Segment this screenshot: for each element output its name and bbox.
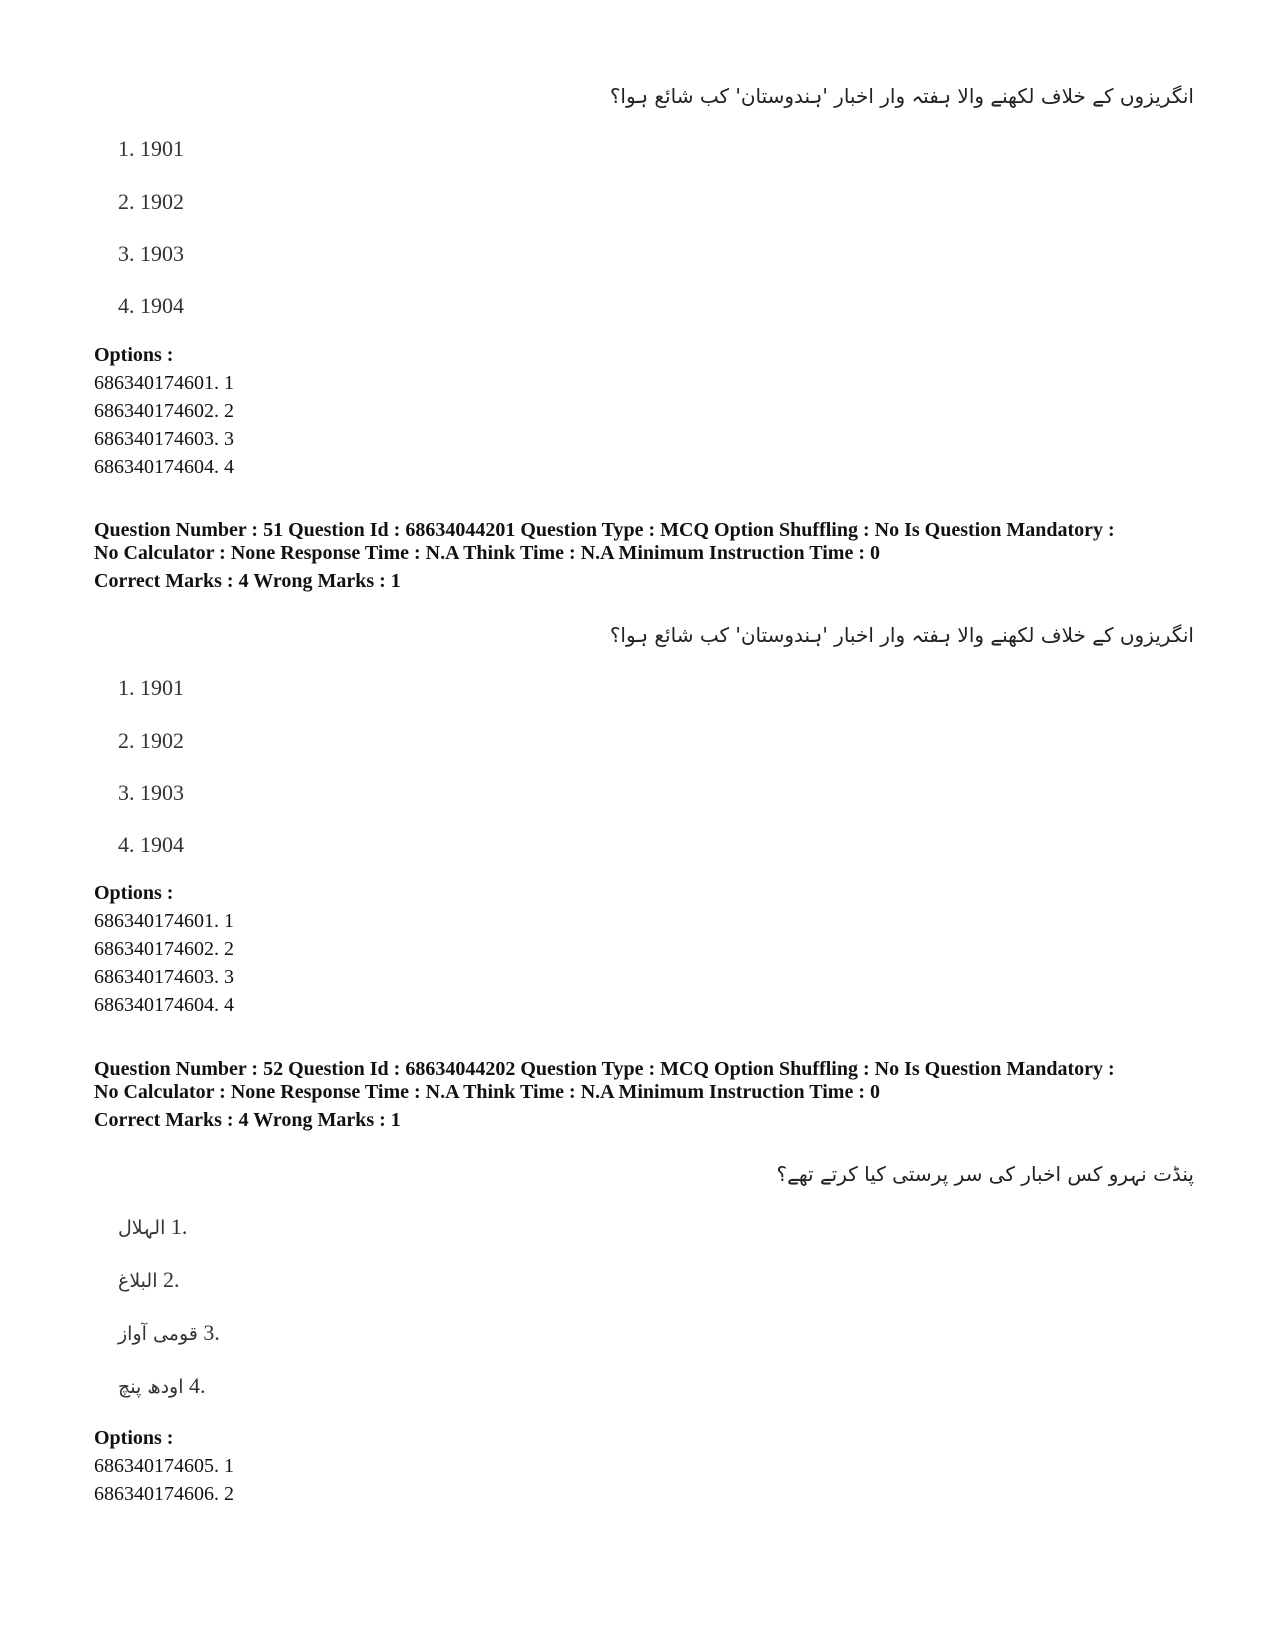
- question-meta-line-1: Question Number : 51 Question Id : 68634044201 Question Type : MCQ Option Shuffling : No Is Question Mandatory :: [94, 519, 1115, 541]
- choice-number: 4.: [189, 1373, 206, 1398]
- options-label: Options :: [94, 882, 174, 904]
- choice-1: [118, 1214, 187, 1240]
- question-text: انگریزوں کے خلاف لکھنے والا ہفتہ وار اخبار 'ہندوستان' کب شائع ہوا؟: [609, 84, 1194, 108]
- choice-4: [118, 1373, 206, 1399]
- option-id-line: 686340174603. 3: [94, 966, 234, 988]
- question-text: انگریزوں کے خلاف لکھنے والا ہفتہ وار اخبار 'ہندوستان' کب شائع ہوا؟: [609, 623, 1194, 647]
- choice-value: 1901: [140, 136, 184, 161]
- choice-number: 2.: [162, 1267, 180, 1292]
- choice-value: 1902: [140, 728, 184, 753]
- choice-number: 4.: [118, 293, 135, 318]
- choice-value: 1901: [140, 675, 184, 700]
- option-id-line: 686340174601. 1: [94, 372, 234, 394]
- choice-4: [118, 293, 184, 319]
- choice-value: اودھ پنچ: [118, 1376, 184, 1398]
- choice-value: 1904: [140, 832, 184, 857]
- choice-2: [118, 728, 184, 754]
- choice-number: 1.: [170, 1214, 188, 1239]
- choice-3: [118, 1320, 220, 1346]
- options-label: Options :: [94, 1427, 174, 1449]
- option-id-line: 686340174602. 2: [94, 400, 234, 422]
- choice-value: 1903: [140, 241, 184, 266]
- choice-number: 1.: [118, 136, 135, 161]
- option-id-line: 686340174606. 2: [94, 1483, 234, 1505]
- choice-1: [118, 136, 184, 162]
- choice-3: [118, 241, 184, 267]
- choice-value: الہلال: [118, 1217, 166, 1239]
- options-label: Options :: [94, 344, 174, 366]
- choice-1: [118, 675, 184, 701]
- question-meta: [94, 519, 1194, 565]
- choice-value: 1903: [140, 780, 184, 805]
- choice-value: 1904: [140, 293, 184, 318]
- option-id-line: 686340174601. 1: [94, 910, 234, 932]
- option-id-line: 686340174604. 4: [94, 456, 234, 478]
- choice-4: [118, 832, 184, 858]
- choice-2: [118, 189, 184, 215]
- question-meta-line-2: No Calculator : None Response Time : N.A Think Time : N.A Minimum Instruction Time : 0: [94, 1081, 880, 1103]
- option-id-line: 686340174604. 4: [94, 994, 234, 1016]
- question-meta-line-1: Question Number : 52 Question Id : 68634044202 Question Type : MCQ Option Shuffling : No Is Question Mandatory :: [94, 1058, 1115, 1080]
- option-id-line: 686340174605. 1: [94, 1455, 234, 1477]
- choice-number: 3.: [118, 241, 135, 266]
- choice-2: [118, 1267, 179, 1293]
- choice-number: 3.: [203, 1320, 220, 1345]
- choice-number: 2.: [118, 189, 135, 214]
- choice-number: 2.: [118, 728, 135, 753]
- question-meta-line-2: No Calculator : None Response Time : N.A Think Time : N.A Minimum Instruction Time : 0: [94, 542, 880, 564]
- choice-number: 4.: [118, 832, 135, 857]
- marks-line: Correct Marks : 4 Wrong Marks : 1: [94, 570, 401, 592]
- question-text: پنڈت نہرو کس اخبار کی سر پرستی کیا کرتے تھے؟: [776, 1162, 1194, 1186]
- option-id-line: 686340174602. 2: [94, 938, 234, 960]
- question-meta: [94, 1058, 1194, 1104]
- choice-value: قومی آواز: [118, 1323, 198, 1345]
- choice-number: 3.: [118, 780, 135, 805]
- marks-line: Correct Marks : 4 Wrong Marks : 1: [94, 1109, 401, 1131]
- choice-value: البلاغ: [118, 1270, 158, 1292]
- choice-value: 1902: [140, 189, 184, 214]
- option-id-line: 686340174603. 3: [94, 428, 234, 450]
- choice-3: [118, 780, 184, 806]
- choice-number: 1.: [118, 675, 135, 700]
